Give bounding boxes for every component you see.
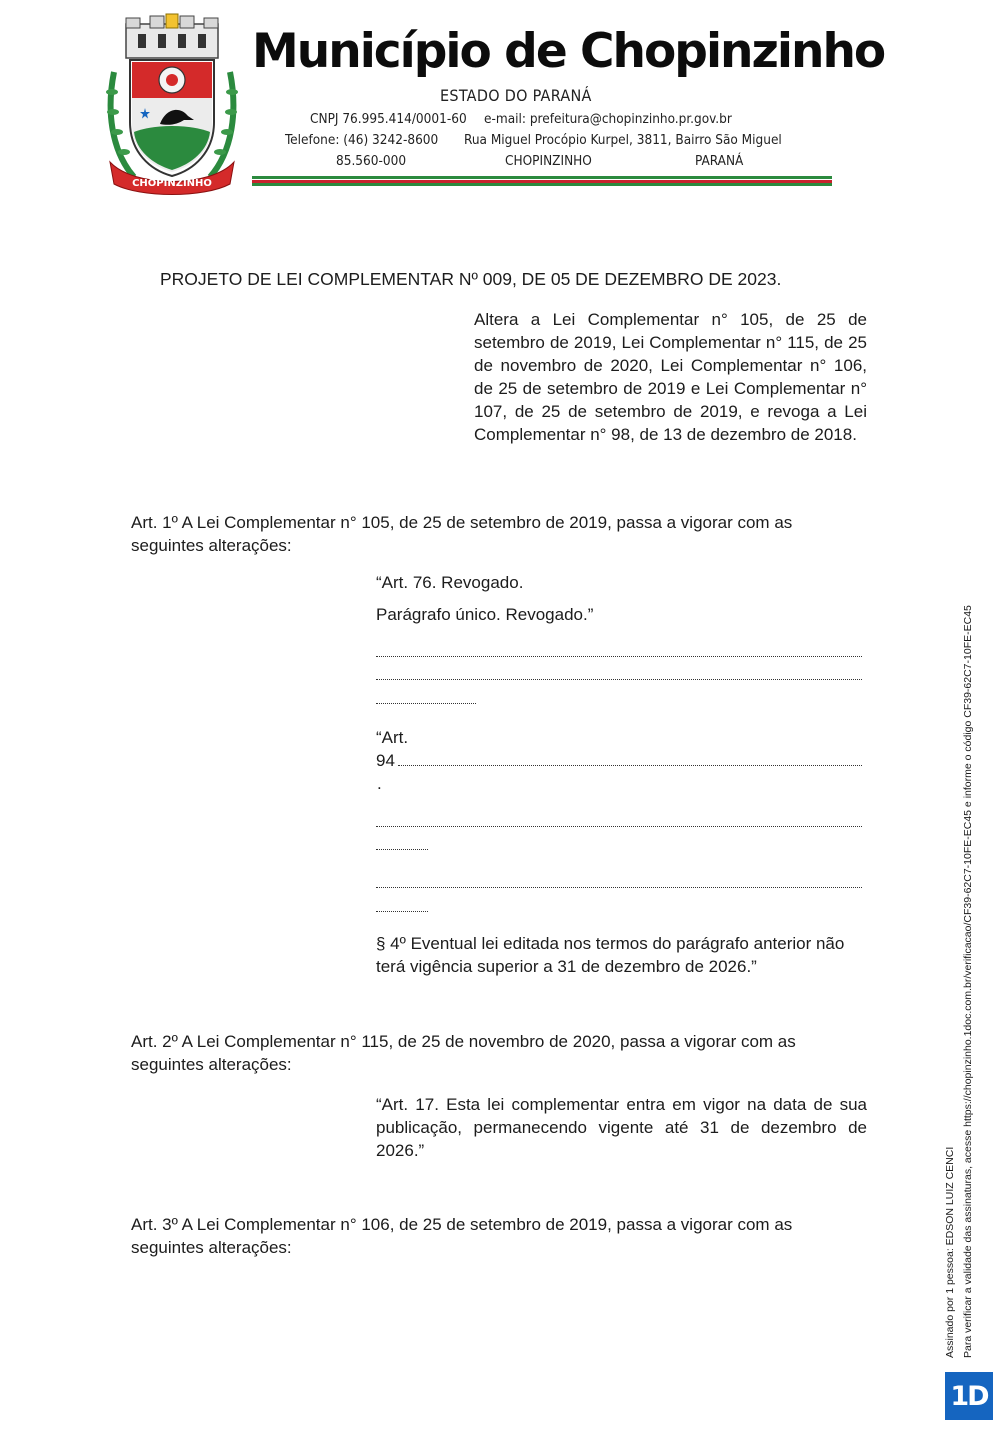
uf-text: PARANÁ <box>695 153 744 169</box>
municipality-title: Município de Chopinzinho <box>252 24 885 79</box>
omission-dots-line <box>376 656 862 657</box>
omission-dots-line <box>376 703 476 704</box>
cep-text: 85.560-000 <box>336 153 407 169</box>
art2-quote: “Art. 17. Esta lei complementar entra em vigor na data de sua publicação, permanecendo vigente até 31 de dezembro de 2026.” <box>376 1095 867 1160</box>
ementa-paragraph: Altera a Lei Complementar n° 105, de 25 de setembro de 2019, Lei Complementar n° 115, de 25 de novembro de 2020, Lei Complementar n° 106, de 25 de setembro de 2019 e Lei Complementar n° 107, de 25 de setembro de 2019, e revoga a Lei Complementar n° 98, de 13 de dezembro de 2018. <box>474 310 867 444</box>
paragraph-4: § 4º Eventual lei editada nos termos do parágrafo anterior não terá vigência superior a 31 de dezembro de 2026.” <box>376 934 845 976</box>
1doc-logo-icon: 1D <box>945 1372 993 1420</box>
address-text: Rua Miguel Procópio Kurpel, 3811, Bairro São Miguel <box>464 132 782 148</box>
header-divider-green-bottom <box>252 183 832 186</box>
art1-quote-line-2: Parágrafo único. Revogado.” <box>376 605 594 624</box>
email-text: e-mail: prefeitura@chopinzinho.pr.gov.br <box>484 111 732 127</box>
article-2: Art. 2º A Lei Complementar n° 115, de 25 de novembro de 2020, passa a vigorar com as seguintes alterações: <box>131 1032 796 1074</box>
omission-dots-line <box>376 887 862 888</box>
document-title: PROJETO DE LEI COMPLEMENTAR Nº 009, DE 05 DE DEZEMBRO DE 2023. <box>160 269 782 289</box>
omission-dots-line <box>376 679 862 680</box>
state-name: ESTADO DO PARANÁ <box>440 86 592 105</box>
coat-ribbon-text: CHOPINZINHO <box>132 178 212 189</box>
verification-link[interactable]: Para verificar a validade das assinaturas, acesse https://chopinzinho.1doc.com.br/verificacao/CF39-62C7-10FE-EC45 e informe o código CF39-62C7-10FE-EC45 <box>962 605 974 1358</box>
cnpj-text: CNPJ 76.995.414/0001-60 <box>310 111 467 127</box>
article-1: Art. 1º A Lei Complementar n° 105, de 25 de setembro de 2019, passa a vigorar com as seguintes alterações: <box>131 513 793 555</box>
omission-dots-line <box>376 849 428 850</box>
city-text: CHOPINZINHO <box>505 153 592 169</box>
omission-dots-line <box>376 826 862 827</box>
art1-quote-line-1: “Art. 76. Revogado. <box>376 573 524 592</box>
signature-note: Assinado por 1 pessoa: EDSON LUIZ CENCI <box>944 1146 956 1358</box>
art94-label-line-1: “Art. <box>376 728 409 747</box>
single-dot: . <box>377 774 382 793</box>
phone-text: Telefone: (46) 3242-8600 <box>285 132 439 148</box>
art94-label-line-2: 94 <box>376 751 395 770</box>
coat-of-arms-emblem <box>104 12 240 198</box>
omission-dots-line <box>376 911 428 912</box>
article-3: Art. 3º A Lei Complementar n° 106, de 25 de setembro de 2019, passa a vigorar com as seguintes alterações: <box>131 1215 793 1257</box>
omission-dots-line <box>398 765 862 766</box>
